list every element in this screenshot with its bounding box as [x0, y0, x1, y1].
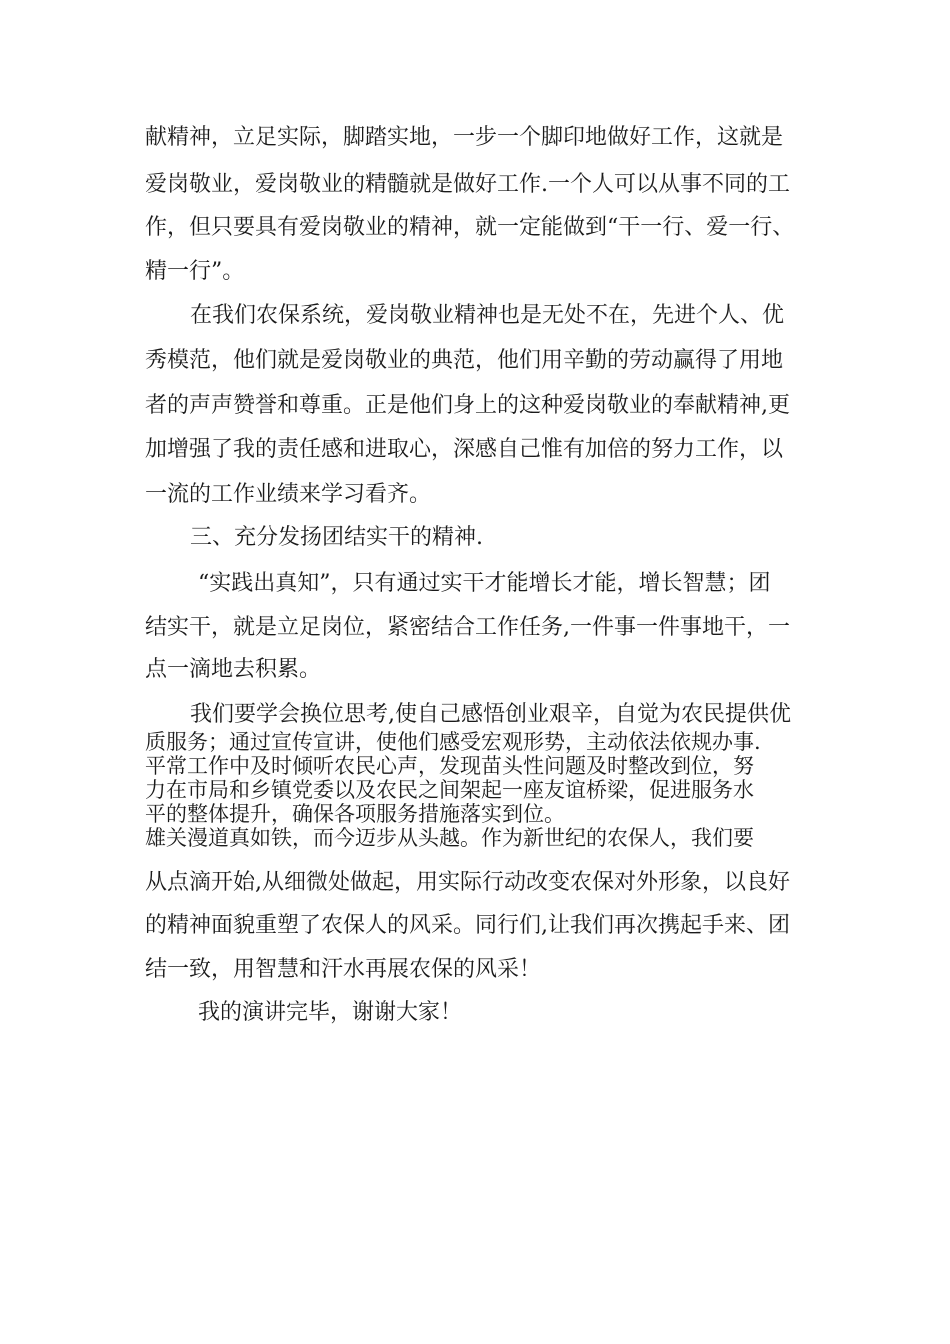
text-line: 精一行”。: [145, 259, 245, 284]
text-line: 从点滴开始,从细微处做起，用实际行动改变农保对外形象，以良好: [145, 870, 790, 895]
text-line: 秀模范，他们就是爱岗敬业的典范，他们用辛勤的劳动赢得了用地: [145, 348, 784, 373]
paragraph-first-line: 我们要学会换位思考,使自己感悟创业艰辛，自觉为农民提供优: [190, 702, 791, 727]
text-line: 者的声声赞誉和尊重。正是他们身上的这种爱岗敬业的奉献精神,更: [145, 393, 790, 418]
text-line: 的精神面貌重塑了农保人的风采。同行们,让我们再次携起手来、团: [145, 913, 790, 938]
text-line: 平的整体提升，确保各项服务措施落实到位。: [145, 802, 565, 826]
section-heading: 三、充分发扬团结实干的精神.: [190, 525, 483, 550]
text-line: 结实干，就是立足岗位，紧密结合工作任务,一件事一件事地干，一: [145, 615, 790, 640]
text-line: 点一滴地去积累。: [145, 657, 322, 682]
text-line: 加增强了我的责任感和进取心，深感自己惟有加倍的努力工作，以: [145, 437, 784, 462]
text-line: 力在市局和乡镇党委以及农民之间架起一座友谊桥梁，促进服务水: [145, 778, 754, 802]
closing-line: 我的演讲完毕，谢谢大家！: [198, 1000, 463, 1025]
text-line: 作，但只要具有爱岗敬业的精神，就一定能做到“干一行、爱一行、: [145, 215, 795, 240]
text-line: 结一致，用智慧和汗水再展农保的风采！: [145, 957, 542, 982]
text-line: 平常工作中及时倾听农民心声，发现苗头性问题及时整改到位，努: [145, 754, 754, 778]
text-line: 献精神，立足实际，脚踏实地，一步一个脚印地做好工作，这就是: [145, 125, 784, 150]
text-line: 一流的工作业绩来学习看齐。: [145, 482, 432, 507]
text-line: 质服务；通过宣传宣讲，使他们感受宏观形势，主动依法依规办事.: [145, 730, 761, 754]
paragraph-first-line: 在我们农保系统，爱岗敬业精神也是无处不在，先进个人、优: [190, 303, 785, 328]
text-line: 爱岗敬业，爱岗敬业的精髓就是做好工作.一个人可以从事不同的工: [145, 172, 790, 197]
paragraph-first-line: “实践出真知”，只有通过实干才能增长才能，增长智慧；团: [198, 571, 771, 596]
text-line: 雄关漫道真如铁，而今迈步从头越。作为新世纪的农保人，我们要: [145, 826, 754, 850]
